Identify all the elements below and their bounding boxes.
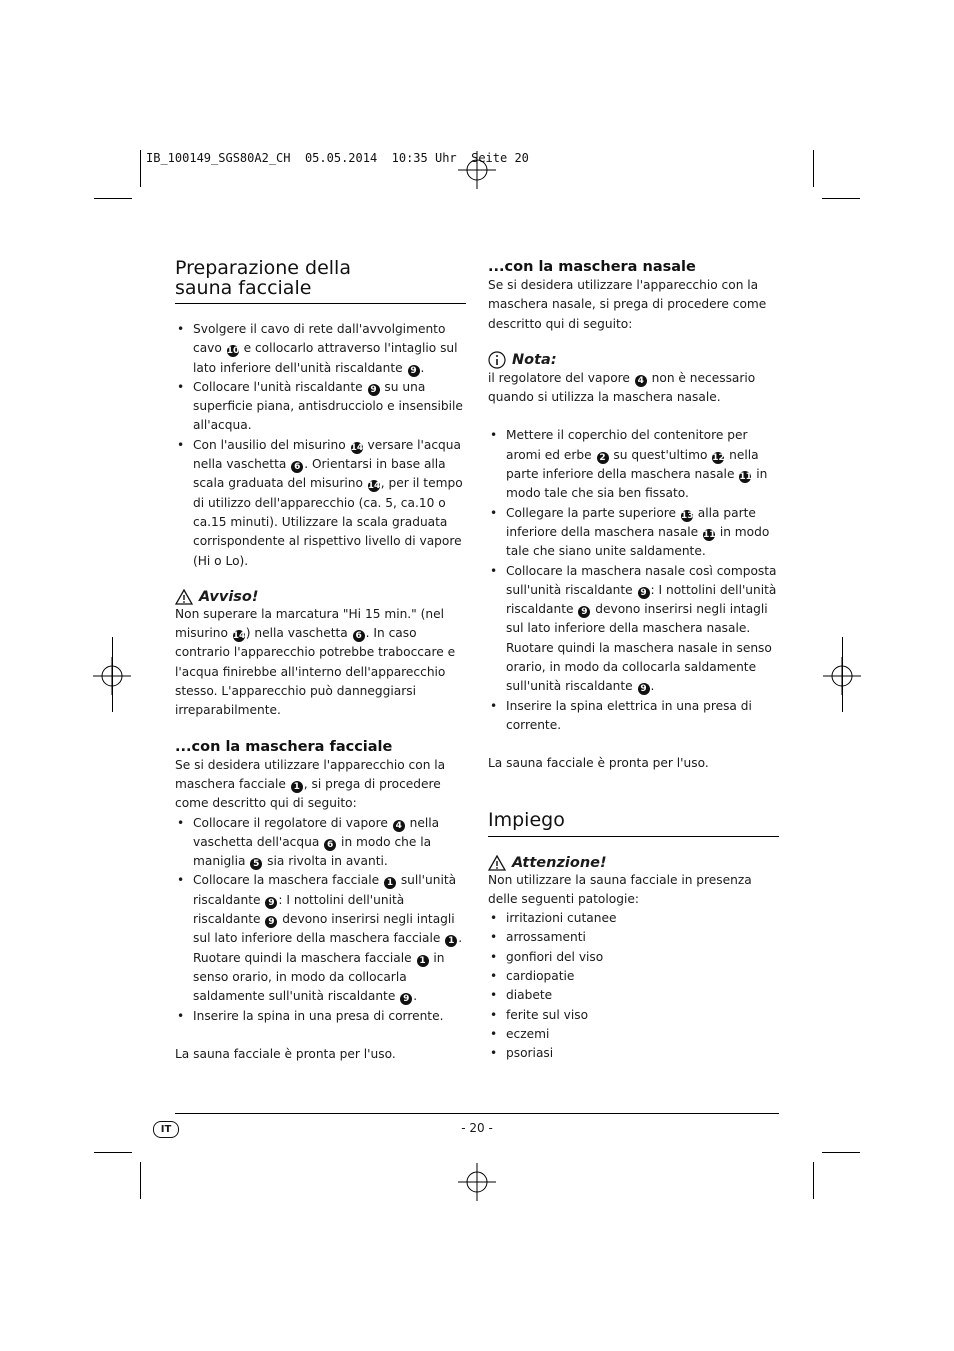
note-text	[488, 369, 779, 408]
crop-mark	[822, 1152, 860, 1153]
text-run: su quest'ultimo	[609, 447, 712, 462]
attention-title: Attenzione!	[512, 854, 607, 871]
usage-title: Impiego	[488, 808, 565, 831]
reference-number-badge: 1	[417, 955, 429, 967]
text-run: in modo che la maniglia	[193, 834, 432, 869]
text-run: il regolatore del vapore	[488, 370, 634, 385]
list-item	[488, 697, 779, 736]
reference-number-badge: 12	[712, 452, 725, 463]
left-column	[175, 258, 466, 1064]
reference-number-badge: 6	[324, 839, 336, 851]
note-title: Nota:	[512, 351, 557, 368]
text-run: . In caso contrario l'apparecchio potrebbe traboccare e l'acqua finirebbe all'interno dell'apparecchio stesso. L'apparecchio può danneggiarsi irreparabilmente.	[175, 626, 456, 718]
text-run: Svolgere il cavo di rete dall'avvolgimento cavo	[193, 322, 446, 356]
usage-rule	[488, 836, 779, 837]
list-item: • gonfiori del viso	[488, 948, 779, 967]
nasal-mask-steps	[488, 426, 779, 735]
attention-callout-title	[488, 855, 779, 871]
reference-number-badge: 6	[353, 630, 365, 642]
reference-number-badge: 1	[291, 781, 303, 793]
list-item	[175, 378, 466, 436]
reference-number-badge: 9	[400, 993, 412, 1005]
text-run: versare l'acqua nella vaschetta	[193, 437, 461, 472]
text-run: Collocare la maschera facciale	[193, 873, 383, 888]
list-item: • irritazioni cutanee	[488, 909, 779, 928]
attention-intro: Non utilizzare la sauna facciale in presenza delle seguenti patologie:	[488, 872, 752, 906]
reference-number-badge: 4	[635, 375, 647, 387]
reference-number-badge: 1	[445, 935, 457, 947]
preparation-list	[175, 320, 466, 571]
reference-number-badge: 9	[578, 606, 590, 618]
reference-number-badge: 11	[702, 529, 716, 540]
text-run: nella vaschetta dell'acqua	[193, 815, 440, 849]
text-run: Collocare il regolatore di vapore	[193, 815, 392, 830]
text-run: in modo tale che siano unite saldamente.	[506, 524, 770, 559]
text-run: sull'unità riscaldante	[193, 873, 457, 907]
crop-mark	[94, 198, 132, 199]
text-run: ) nella vaschetta	[245, 626, 352, 641]
crop-mark	[813, 150, 814, 187]
crop-mark	[813, 1162, 814, 1199]
nasal-mask-intro: Se si desidera utilizzare l'apparecchio con la maschera nasale, si prega di procedere come descritto qui di seguito:	[488, 278, 767, 331]
text-run: . Ruotare quindi la maschera facciale	[193, 931, 463, 965]
text-run: su una superficie piana, antisdrucciolo e insensibile all'acqua.	[193, 379, 463, 433]
footer-rule	[175, 1113, 779, 1114]
reference-number-badge: 1	[384, 877, 396, 889]
facial-ready-text: La sauna facciale è pronta per l'uso.	[175, 1046, 396, 1061]
list-item: • cardiopatie	[488, 967, 779, 986]
reference-number-badge: 9	[368, 384, 380, 396]
list-item	[175, 814, 466, 872]
text-run: in modo tale che sia ben fissato.	[506, 467, 768, 501]
crop-mark	[94, 1152, 132, 1153]
list-item	[175, 871, 466, 1006]
text-run: .	[650, 679, 655, 694]
reference-number-badge: 4	[393, 820, 405, 832]
reference-number-badge: 5	[250, 858, 262, 870]
text-run: Inserire la spina in una presa di corrente.	[193, 1008, 444, 1023]
text-run: e collocarlo attraverso l'intaglio sul lato inferiore dell'unità riscaldante	[193, 341, 458, 375]
reference-number-badge: 10	[226, 346, 240, 357]
text-run: Con l'ausilio del misurino	[193, 437, 350, 452]
text-run: non è necessario quando si utilizza la maschera nasale.	[488, 370, 756, 405]
crop-mark	[112, 637, 113, 712]
text-run: Mettere il coperchio del contenitore per aromi ed erbe	[506, 428, 748, 462]
info-circle-icon	[488, 351, 506, 369]
facial-mask-heading: ...con la maschera facciale	[175, 738, 393, 755]
text-run: : I nottolini dell'unità riscaldante	[506, 582, 777, 617]
list-item: • ferite sul viso	[488, 1006, 779, 1025]
note-callout-title	[488, 351, 779, 369]
list-item: • diabete	[488, 986, 779, 1005]
warning-triangle-icon	[488, 855, 506, 871]
text-run: , per il tempo di utilizzo dell'apparecchio (ca. 5, ca.10 o ca.15 minuti). Utilizzare la scala graduata corrispondente al rispettivo livello di vapore (Hi o Lo).	[193, 476, 463, 568]
list-item	[488, 504, 779, 562]
reference-number-badge: 2	[597, 452, 609, 464]
text-run: . Orientarsi in base alla scala graduata del misurino	[193, 457, 446, 491]
reference-number-badge: 9	[265, 916, 277, 928]
conditions-list	[488, 909, 779, 1063]
list-item	[175, 436, 466, 571]
reference-number-badge: 11	[739, 472, 752, 483]
reference-number-badge: 9	[265, 897, 277, 909]
reference-number-badge: 9	[638, 683, 650, 695]
warning-title: Avviso!	[199, 588, 259, 605]
text-run: .	[413, 989, 418, 1004]
text-run: Non superare la marcatura "Hi 15 min." (nel misurino	[175, 606, 445, 641]
text-run: nella parte inferiore della maschera nasale	[506, 447, 759, 482]
text-run: devono inserirsi negli intagli sul lato inferiore della maschera facciale	[193, 912, 455, 946]
warning-callout-title	[175, 589, 466, 605]
list-item	[175, 1007, 466, 1026]
text-run: Collocare la maschera nasale così composta sull'unità riscaldante	[506, 563, 777, 597]
crop-mark	[140, 150, 141, 187]
list-item	[488, 426, 779, 503]
registration-mark	[458, 1163, 496, 1201]
list-item	[488, 562, 779, 697]
registration-mark	[458, 151, 496, 189]
text-run: : I nottolini dell'unità riscaldante	[193, 892, 405, 927]
facial-mask-intro	[175, 756, 466, 814]
text-run: sia rivolta in avanti.	[263, 854, 388, 869]
list-item: • arrossamenti	[488, 928, 779, 947]
section-title: Preparazione della sauna facciale	[175, 257, 351, 299]
crop-mark	[140, 1162, 141, 1199]
list-item: • eczemi	[488, 1025, 779, 1044]
text-run: Inserire la spina elettrica in una presa di corrente.	[506, 698, 752, 732]
text-run: Se si desidera utilizzare l'apparecchio con la maschera facciale	[175, 757, 446, 791]
language-badge: IT	[153, 1121, 179, 1138]
crop-mark	[822, 198, 860, 199]
nasal-ready-text: La sauna facciale è pronta per l'uso.	[488, 756, 709, 771]
warning-text	[175, 605, 466, 721]
text-run: Collegare la parte superiore	[506, 505, 680, 520]
text-run: , si prega di procedere come descritto qui di seguito:	[175, 776, 441, 811]
reference-number-badge: 14	[350, 442, 364, 453]
list-item	[175, 320, 466, 378]
right-column	[488, 259, 779, 1064]
reference-number-badge: 9	[408, 365, 420, 377]
crop-mark	[842, 637, 843, 712]
list-item: • psoriasi	[488, 1044, 779, 1063]
reference-number-badge: 14	[367, 481, 381, 492]
warning-triangle-icon	[175, 589, 193, 605]
print-header: IB_100149_SGS80A2_CH 05.05.2014 10:35 Uhr Seite 20	[146, 151, 529, 165]
title-rule	[175, 303, 466, 304]
reference-number-badge: 6	[291, 461, 303, 473]
facial-mask-steps	[175, 814, 466, 1026]
text-run: in senso orario, in modo da collocarla saldamente sull'unità riscaldante	[193, 950, 445, 1004]
text-run: alla parte inferiore della maschera nasale	[506, 505, 756, 539]
reference-number-badge: 13	[680, 510, 694, 521]
nasal-mask-heading: ...con la maschera nasale	[488, 259, 696, 275]
page-number: - 20 -	[461, 1121, 493, 1135]
text-run: Collocare l'unità riscaldante	[193, 379, 367, 394]
reference-number-badge: 14	[232, 631, 246, 642]
reference-number-badge: 9	[638, 587, 650, 599]
text-run: devono inserirsi negli intagli sul lato inferiore della maschera nasale. Ruotare quindi la maschera nasale in senso orario, in modo da collocarla saldamente sull'unità riscaldante	[506, 602, 772, 694]
text-run: .	[420, 360, 425, 375]
